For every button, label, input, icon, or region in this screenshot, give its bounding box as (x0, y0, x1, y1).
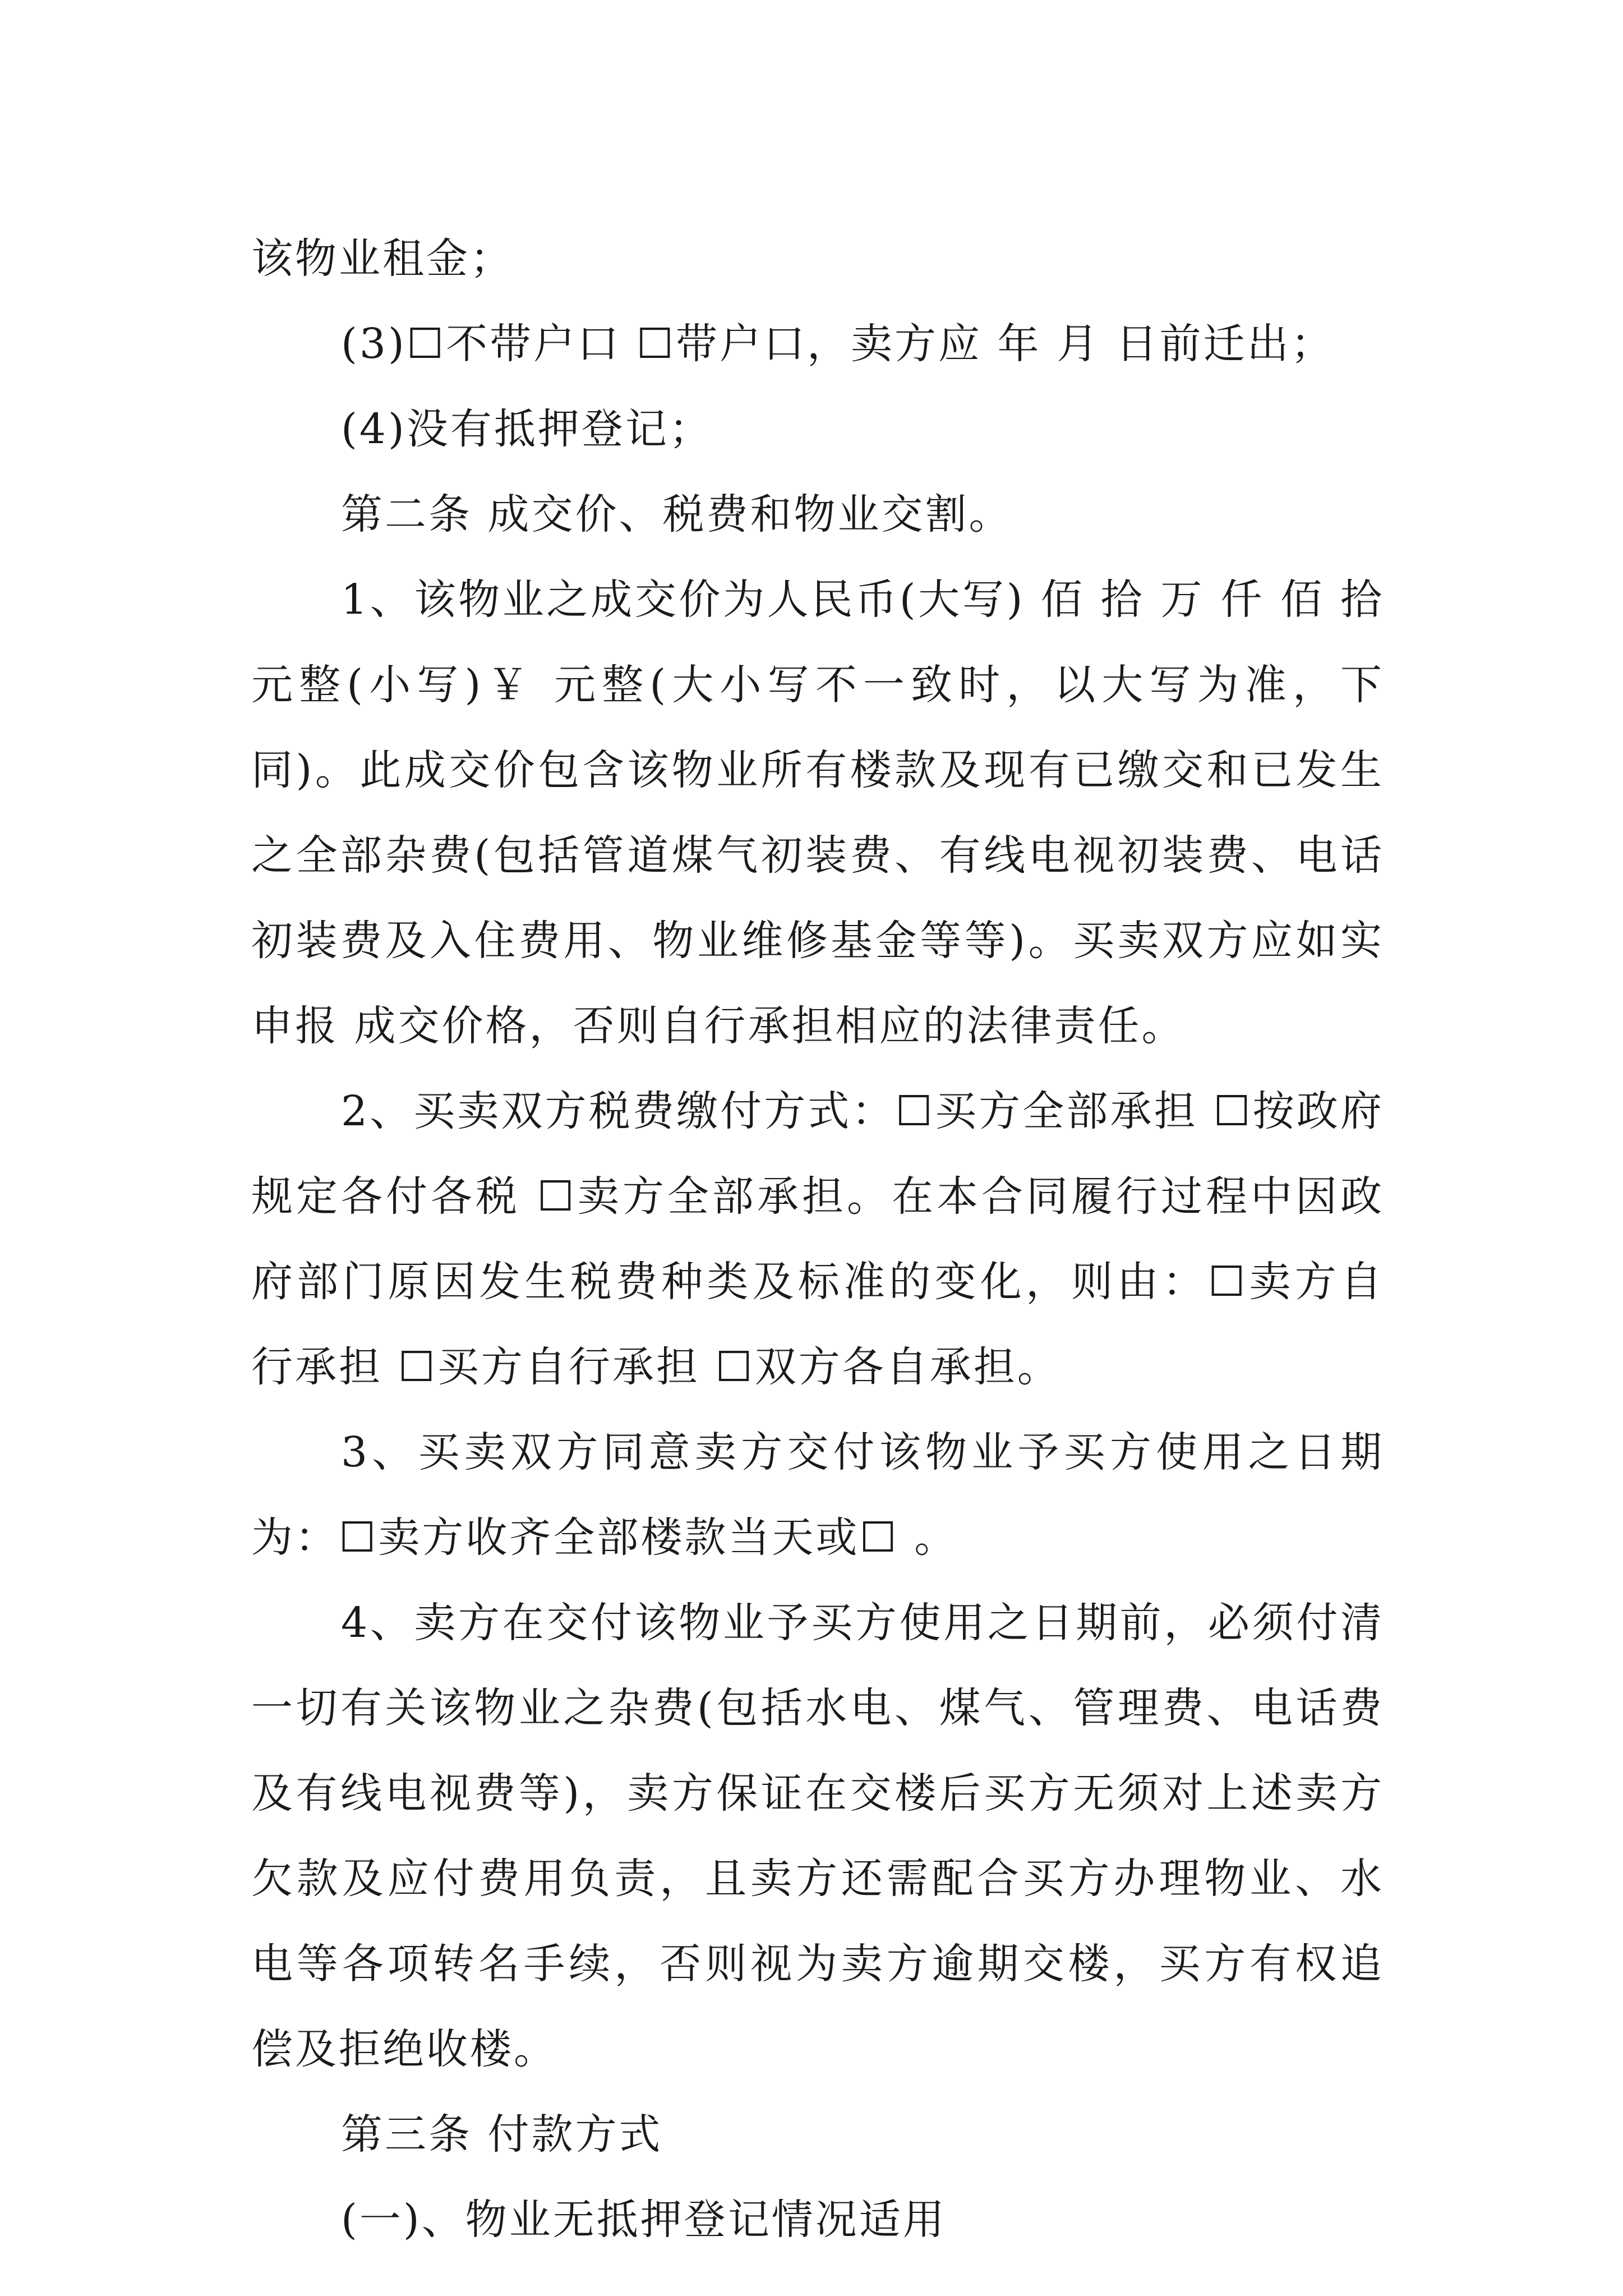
article-two-heading: 第二条 成交价、税费和物业交割。 (341, 490, 1013, 539)
clause-transaction-price: 1、该物业之成交价为人民币(大写) 佰 拾 万 仟 佰 拾 元整(小写)￥ 元整(大小写不一致时，以大写为准，下同)。此成交价包含该物业所有楼款及现有已缴交和已发生之全部杂费(包括管道煤气初装费、有线电视初装费、电话初装费及入住费用、物业维修基金等等)。买卖双方应如实申报 成交价格，否则自行承担相应的法律责任。 (251, 576, 1384, 1050)
clause-settle-fees: 4、卖方在交付该物业予买方使用之日期前，必须付清一切有关该物业之杂费(包括水电、煤气、管理费、电话费及有线电视费等)，卖方保证在交楼后买方无须对上述卖方欠款及应付费用负责，且卖方还需配合买方办理物业、水电等各项转名手续，否则视为卖方逾期交楼，买方有权追偿及拒绝收楼。 (251, 1599, 1384, 2073)
document-body (251, 216, 1384, 2262)
paragraph-no-mortgage: (4)没有抵押登记； (341, 405, 713, 453)
clause-delivery-date: 3、买卖双方同意卖方交付该物业予买方使用之日期为：☐卖方收齐全部楼款当天或☐ 。 (251, 1428, 1384, 1562)
clause-tax-payment: 2、买卖双方税费缴付方式：☐买方全部承担 ☐按政府规定各付各税 ☐卖方全部承担。在本合同履行过程中因政府部门原因发生税费种类及标准的变化，则由：☐卖方自行承担 ☐买方自行承担 ☐双方各自承担。 (251, 1087, 1384, 1391)
article-three-heading: 第三条 付款方式 (341, 2110, 663, 2159)
paragraph-household-registration: (3)☐不带户口 ☐带户口，卖方应 年 月 日前迁出； (341, 320, 1335, 368)
paragraph-rent-continuation: 该物业租金； (251, 234, 514, 283)
section-one-heading: (一)、物业无抵押登记情况适用 (341, 2196, 947, 2244)
